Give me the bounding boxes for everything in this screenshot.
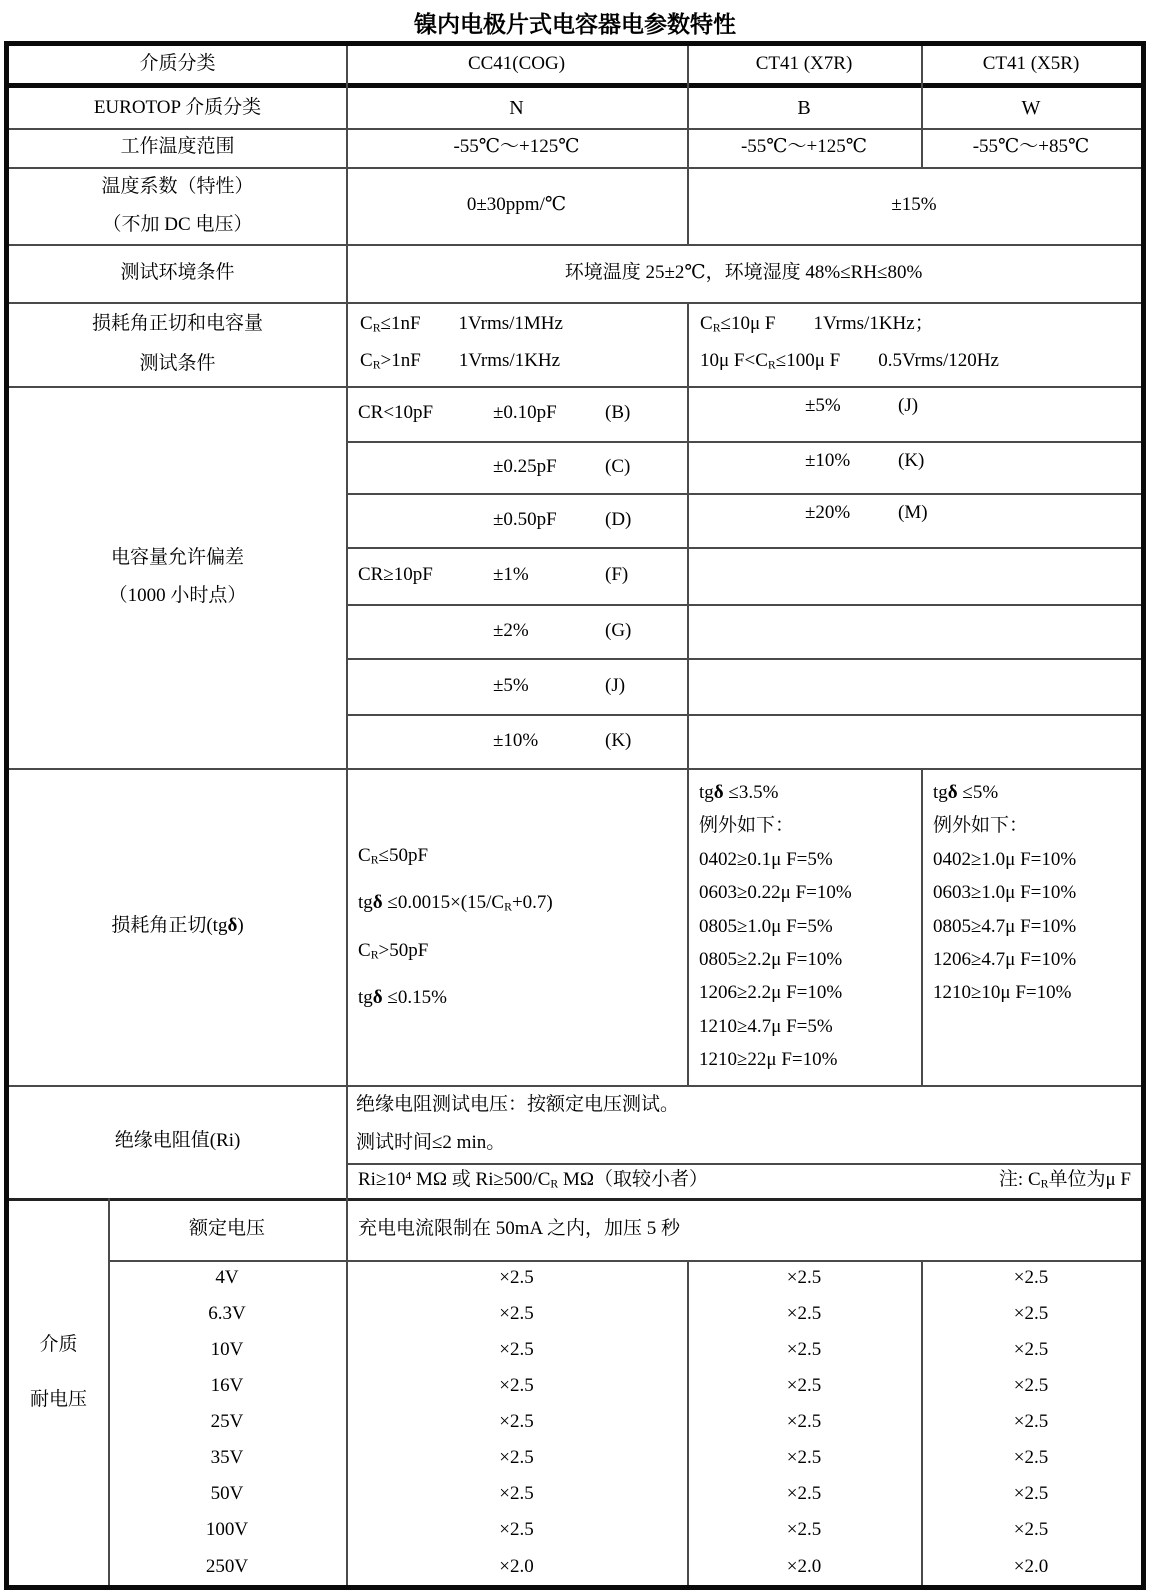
temp-coeff-ct41: ±15% <box>891 194 937 216</box>
grid-line-v <box>346 46 348 1585</box>
multiplier-value: ×2.5 <box>499 1375 534 1397</box>
grid-line-h <box>346 547 1141 549</box>
multiplier-value: ×2.5 <box>1013 1411 1049 1433</box>
withstand-col-x7r <box>687 1260 921 1585</box>
text-line: 0805≥2.2μ F=10% <box>699 949 843 971</box>
tolerance-value: ±5% <box>805 395 841 416</box>
label-line: 测试条件 <box>139 353 216 374</box>
grid-line-h <box>346 714 1141 716</box>
tolerance-code: (J) <box>898 395 919 416</box>
text-line: tgδ ≤3.5% <box>699 782 779 803</box>
voltage-label: 100V <box>205 1519 249 1541</box>
ri-test-conditions <box>346 1085 1141 1163</box>
tolerance-code: (F) <box>605 564 629 586</box>
tolerance-value: ±0.50pF <box>493 508 557 530</box>
row-label-temp-coeff <box>9 167 346 244</box>
multiplier-value: ×2.5 <box>1013 1266 1049 1288</box>
tolerance-code: (D) <box>605 508 632 530</box>
table-border-top <box>4 41 1145 46</box>
multiplier-value: ×2.5 <box>786 1519 822 1541</box>
grid-line-h <box>9 167 1141 169</box>
grid-line-h <box>9 1198 1141 1201</box>
tolerance-row-ct41 <box>687 493 1141 547</box>
temp-coeff-cc41: 0±30ppm/℃ <box>466 194 567 216</box>
multiplier-value: ×2.5 <box>786 1483 822 1505</box>
tolerance-row-ct41 <box>687 547 1141 604</box>
voltage-label: 4V <box>215 1266 239 1288</box>
grid-line-v <box>921 46 923 167</box>
tolerance-value: ±1% <box>493 564 529 586</box>
row-label-test-env: 测试环境条件 <box>120 261 235 283</box>
text-line: $tg\delta \le 0.0015\times(15/C_R+0.7)$ <box>358 892 553 914</box>
eurotop-x5r: W <box>1021 97 1041 119</box>
text-line: 0402≥1.0μ F=10% <box>933 848 1077 870</box>
eurotop-x7r: B <box>797 97 811 119</box>
grid-line-v <box>921 768 923 1085</box>
multiplier-value: ×2.5 <box>1013 1338 1049 1360</box>
ri-formula: $Ri\ge 10^4$ MΩ 或 $Ri\ge 500/C_R$ MΩ（取较小者） <box>358 1169 709 1191</box>
text-line: 1206≥4.7μ F=10% <box>933 949 1077 971</box>
text-line: 例外如下： <box>699 815 795 837</box>
tolerance-row-cc41 <box>346 547 687 604</box>
text-line: 0805≥1.0μ F=5% <box>699 915 833 937</box>
table-border-right <box>1141 41 1146 1590</box>
tolerance-row-cc41 <box>346 658 687 714</box>
grid-line-h <box>346 441 1141 443</box>
tolerance-value: ±2% <box>493 619 529 641</box>
text-line: $C_R\le 10\mu$ F 1Vrms/1KHz； <box>700 312 934 334</box>
test-cond-cc41 <box>346 302 687 386</box>
tolerance-cond: CR<10pF <box>358 402 434 424</box>
text-line: tgδ ≤0.15% <box>358 987 447 1009</box>
text-line: 例外如下： <box>933 815 1029 837</box>
tolerance-row-cc41 <box>346 493 687 547</box>
multiplier-value: ×2.5 <box>499 1483 534 1505</box>
tolerance-value: ±10% <box>805 450 851 471</box>
text-line: tgδ ≤5% <box>933 782 999 803</box>
row-label-tolerance <box>9 386 346 768</box>
multiplier-value: ×2.0 <box>786 1555 822 1577</box>
voltage-label: 25V <box>210 1411 244 1433</box>
label-line: （1000 小时点） <box>108 585 247 606</box>
tolerance-value: ±5% <box>493 674 529 696</box>
text-line: $C_R>1nF$ 1Vrms/1KHz <box>360 350 561 372</box>
col-header-cc41: CC41(COG) <box>467 53 566 75</box>
test-env-value: 环境温度 25±2℃，环境湿度 48%≤RH≤80% <box>564 261 923 283</box>
multiplier-value: ×2.0 <box>499 1555 534 1577</box>
grid-line-h <box>346 1163 1141 1165</box>
row-label-eurotop: EUROTOP 介质分类 <box>93 96 262 118</box>
text-line: $C_R\le 1nF$ 1Vrms/1MHz <box>360 312 563 334</box>
grid-line-h <box>9 244 1141 246</box>
tg-delta-x5r <box>921 768 1141 1085</box>
grid-line-h <box>108 1260 1141 1262</box>
tolerance-row-ct41 <box>687 386 1141 441</box>
tolerance-row-cc41 <box>346 441 687 493</box>
text-line: 0603≥1.0μ F=10% <box>933 882 1077 904</box>
temp-range-x5r: -55℃～+85℃ <box>972 136 1090 158</box>
tg-delta-cc41 <box>346 768 687 1085</box>
table-border-bottom <box>4 1585 1145 1590</box>
label-line: 介质 <box>39 1333 78 1355</box>
tolerance-code: (B) <box>605 402 631 424</box>
tolerance-cond: CR≥10pF <box>358 564 433 586</box>
test-cond-ct41 <box>687 302 1141 386</box>
grid-line-h <box>9 128 1141 130</box>
multiplier-value: ×2.5 <box>1013 1447 1049 1469</box>
tolerance-row-ct41 <box>687 658 1141 714</box>
text-line: 1210≥10μ F=10% <box>933 982 1072 1004</box>
multiplier-value: ×2.5 <box>499 1302 534 1324</box>
multiplier-value: ×2.5 <box>786 1302 822 1324</box>
multiplier-value: ×2.5 <box>499 1411 534 1433</box>
grid-line-v <box>687 1260 689 1585</box>
grid-line-v <box>687 46 689 244</box>
tolerance-code: (J) <box>605 674 626 696</box>
multiplier-value: ×2.5 <box>1013 1483 1049 1505</box>
grid-line-v <box>921 1260 923 1585</box>
row-label-temp-range: 工作温度范围 <box>120 136 235 158</box>
tolerance-value: ±0.10pF <box>493 402 557 424</box>
row-label-tg-delta: 损耗角正切(tg δ ) <box>111 915 244 937</box>
ri-formula-row <box>346 1163 1141 1198</box>
withstand-voltage-list <box>108 1260 346 1585</box>
label-line: 电容量允许偏差 <box>110 547 244 568</box>
label-line: 温度系数（特性） <box>101 175 254 197</box>
multiplier-value: ×2.0 <box>1013 1555 1049 1577</box>
temp-range-x7r: -55℃～+125℃ <box>740 136 868 158</box>
text-line: 1210≥22μ F=10% <box>699 1049 838 1071</box>
multiplier-value: ×2.5 <box>786 1447 822 1469</box>
row-label-rated-voltage: 额定电压 <box>188 1217 265 1239</box>
multiplier-value: ×2.5 <box>786 1266 822 1288</box>
row-label-ri: 绝缘电阻值(Ri) <box>114 1130 241 1152</box>
multiplier-value: ×2.5 <box>786 1338 822 1360</box>
multiplier-value: ×2.5 <box>1013 1375 1049 1397</box>
table-heavy-rule <box>4 83 1145 88</box>
row-label-test-cond <box>9 302 346 386</box>
multiplier-value: ×2.5 <box>786 1375 822 1397</box>
multiplier-value: ×2.5 <box>499 1338 534 1360</box>
withstand-col-x5r <box>921 1260 1141 1585</box>
col-header-x7r: CT41 (X7R) <box>755 53 853 75</box>
text-line: $C_R\le 50pF$ <box>358 844 429 867</box>
text-line: 0805≥4.7μ F=10% <box>933 915 1077 937</box>
eurotop-cc41: N <box>509 97 524 119</box>
tolerance-row-cc41 <box>346 386 687 441</box>
label-line: （不加 DC 电压） <box>102 213 253 235</box>
grid-line-h <box>346 604 1141 606</box>
tolerance-code: (K) <box>605 729 632 751</box>
tolerance-value: ±0.25pF <box>493 455 557 477</box>
grid-line-h <box>346 658 1141 660</box>
text-line: 1210≥4.7μ F=5% <box>699 1015 833 1037</box>
tolerance-code: (C) <box>605 455 631 477</box>
text-line: 测试时间≤2 min。 <box>356 1132 506 1153</box>
multiplier-value: ×2.5 <box>1013 1302 1049 1324</box>
grid-line-h <box>9 386 1141 388</box>
voltage-label: 16V <box>210 1375 244 1397</box>
voltage-label: 10V <box>210 1338 244 1360</box>
multiplier-value: ×2.5 <box>499 1266 534 1288</box>
tolerance-row-ct41 <box>687 714 1141 768</box>
tg-delta-x7r <box>687 768 921 1085</box>
multiplier-value: ×2.5 <box>499 1519 534 1541</box>
multiplier-value: ×2.5 <box>1013 1519 1049 1541</box>
rated-voltage-value: 充电电流限制在 50mA 之内，加压 5 秒 <box>358 1217 680 1239</box>
ri-note: 注: $C_R$单位为μ F <box>998 1169 1131 1191</box>
grid-line-h <box>346 493 1141 495</box>
text-line: 10μ $F<C_R\le 100\mu$ F 0.5Vrms/120Hz <box>700 350 999 372</box>
tolerance-value: ±20% <box>805 502 851 523</box>
text-line: 绝缘电阻测试电压：按额定电压测试。 <box>356 1094 680 1115</box>
label-line: 损耗角正切和电容量 <box>91 313 263 334</box>
label-line: 耐电压 <box>29 1388 87 1410</box>
multiplier-value: ×2.5 <box>499 1447 534 1469</box>
tolerance-code: (M) <box>898 502 928 523</box>
grid-line-h <box>9 1085 1141 1087</box>
row-label-dielectric-class: 介质分类 <box>139 53 216 75</box>
text-line: 0603≥0.22μ F=10% <box>699 882 852 904</box>
grid-line-v <box>108 1198 110 1585</box>
col-header-x5r: CT41 (X5R) <box>982 53 1080 75</box>
tolerance-code: (K) <box>898 450 925 471</box>
tolerance-row-ct41 <box>687 604 1141 658</box>
tolerance-code: (G) <box>605 619 632 641</box>
voltage-label: 250V <box>205 1555 249 1577</box>
text-line: 0402≥0.1μ F=5% <box>699 848 833 870</box>
tolerance-row-cc41 <box>346 714 687 768</box>
grid-line-h <box>9 768 1141 770</box>
tolerance-value: ±10% <box>493 729 539 751</box>
voltage-label: 35V <box>210 1447 244 1469</box>
withstand-col-cc41 <box>346 1260 687 1585</box>
row-label-withstand <box>9 1198 108 1585</box>
tolerance-row-cc41 <box>346 604 687 658</box>
temp-range-cc41: -55℃～+125℃ <box>453 136 580 158</box>
grid-line-v <box>687 302 689 1085</box>
tolerance-row-ct41 <box>687 441 1141 493</box>
grid-line-h <box>9 302 1141 304</box>
voltage-label: 6.3V <box>208 1302 246 1324</box>
text-line: 1206≥2.2μ F=10% <box>699 982 843 1004</box>
text-line: $C_R>50pF$ <box>358 939 429 962</box>
multiplier-value: ×2.5 <box>786 1411 822 1433</box>
voltage-label: 50V <box>210 1483 244 1505</box>
page-title: 镍内电极片式电容器电参数特性 <box>414 11 736 37</box>
table-border-left <box>4 41 9 1590</box>
